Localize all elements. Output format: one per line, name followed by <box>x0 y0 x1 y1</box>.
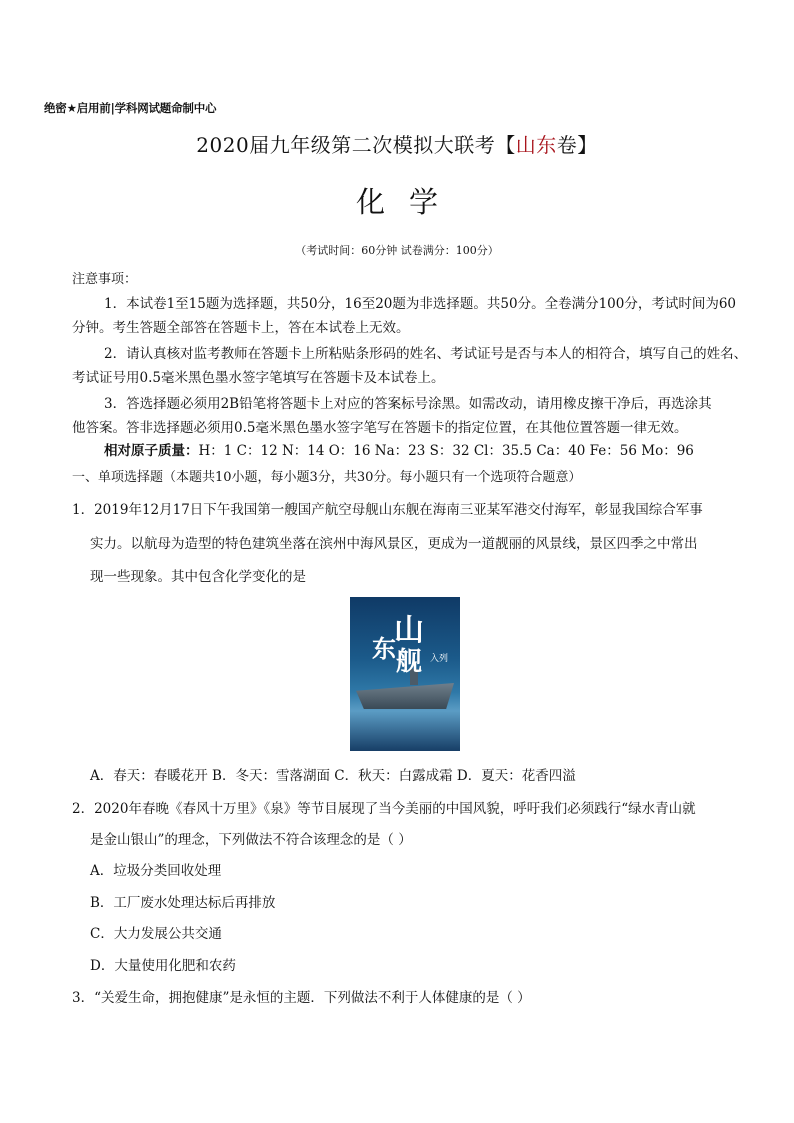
question-1-cont-2: 现一些现象。其中包含化学变化的是 <box>90 569 306 585</box>
notice-item-3: 3．答选择题必须用2B铅笔将答题卡上对应的答案标号涂黑。如需改动，请用橡皮擦干净后，再选涂其 <box>104 396 712 412</box>
section-1-title: 一、单项选择题（本题共10小题，每小题3分，共30分。每小题只有一个选项符合题意） <box>72 470 582 485</box>
image-char-4: 入列 <box>430 654 449 664</box>
exam-title-end: 卷】 <box>556 133 598 157</box>
notice-item-1: 1．本试卷1至15题为选择题，共50分，16至20题为非选择题。共50分。全卷满分100分，考试时间为60 <box>104 296 737 312</box>
image-char-2: 东 <box>372 634 396 663</box>
question-2: 2．2020年春晚《春风十万里》《泉》等节目展现了当今美丽的中国风貌，呼吁我们必须践行“绿水青山就 <box>72 801 696 817</box>
image-char-3: 舰 <box>396 647 423 677</box>
atomic-mass-values: H：1 C：12 N：14 O：16 Na：23 S：32 Cl：35.5 Ca：40 Fe：56 Mo：96 <box>198 443 694 459</box>
aircraft-carrier-image <box>350 597 460 751</box>
exam-title-province: 山东 <box>515 133 557 157</box>
exam-title <box>0 129 794 158</box>
question-2-option-d: D．大量使用化肥和农药 <box>90 958 236 974</box>
question-1-cont: 实力。以航母为造型的特色建筑坐落在滨州中海风景区，更成为一道靓丽的风景线，景区四季之中常出 <box>90 536 698 552</box>
question-2-option-a: A．垃圾分类回收处理 <box>90 863 222 879</box>
confidential-header: 绝密★启用前|学科网试题命制中心 <box>44 101 217 115</box>
image-char-1: 山 <box>394 613 424 648</box>
exam-time-info: （考试时间：60分钟 试卷满分：100分） <box>295 244 499 257</box>
question-1: 1．2019年12月17日下午我国第一艘国产航空母舰山东舰在海南三亚某军港交付海军，彰显我国综合军事 <box>72 502 703 518</box>
question-2-cont: 是金山银山”的理念，下列做法不符合该理念的是（ ） <box>90 832 412 848</box>
notice-item-1-cont: 分钟。考生答题全部答在答题卡上，答在本试卷上无效。 <box>72 320 410 336</box>
subject-heading: 化学 <box>355 185 462 219</box>
notice-title: 注意事项： <box>72 272 138 287</box>
question-1-options: A．春天：春暖花开 B．冬天：雪落湖面 C．秋天：白露成霜 D．夏天：花香四溢 <box>90 768 576 784</box>
notice-item-2: 2．请认真核对监考教师在答题卡上所粘贴条形码的姓名、考试证号是否与本人的相符合，填写自己的姓名、 <box>104 346 748 362</box>
atomic-mass-line <box>104 439 694 463</box>
question-3: 3．“关爱生命，拥抱健康”是永恒的主题．下列做法不利于人体健康的是（ ） <box>72 990 531 1006</box>
notice-item-2-cont: 考试证号用0.5毫米黑色墨水签字笔填写在答题卡及本试卷上。 <box>72 370 445 386</box>
question-2-option-b: B．工厂废水处理达标后再排放 <box>90 895 276 911</box>
atomic-mass-label: 相对原子质量： <box>104 443 199 459</box>
exam-title-main: 2020届九年级第二次模拟大联考【 <box>196 133 516 157</box>
question-2-option-c: C．大力发展公共交通 <box>90 926 222 942</box>
carrier-hull <box>356 683 454 709</box>
notice-item-3-cont: 他答案。答非选择题必须用0.5毫米黑色墨水签字笔写在答题卡的指定位置，在其他位置答题一律无效。 <box>72 420 688 436</box>
